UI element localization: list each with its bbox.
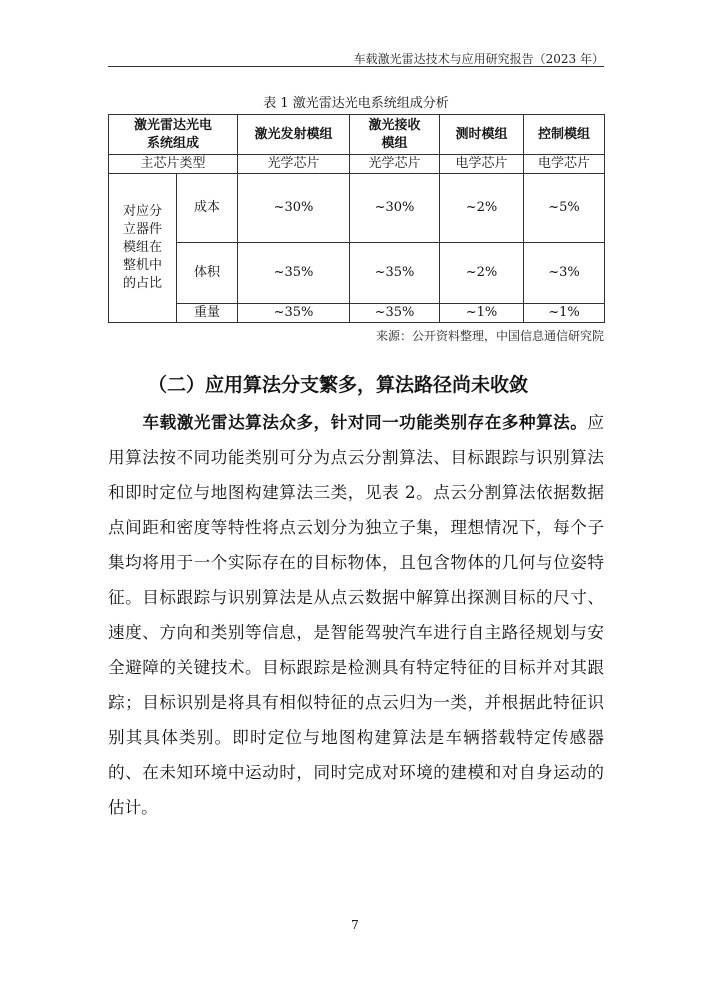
chip-type-control: 电学芯片 — [524, 155, 605, 174]
table-row — [109, 243, 605, 304]
table-cell: ~1% — [524, 304, 605, 323]
group-label-cell — [109, 174, 177, 323]
header-rx-line1: 激光接收 — [368, 117, 421, 133]
header-system-line1: 激光雷达光电 — [134, 117, 213, 133]
table-cell: ~30% — [238, 174, 350, 243]
header-system-line2: 系统组成 — [147, 135, 200, 151]
row-label-weight: 重量 — [177, 304, 238, 323]
group-label-line: 立器件 — [122, 222, 162, 237]
header-cell-system — [109, 115, 238, 155]
table-cell: ~5% — [524, 174, 605, 243]
chip-type-timing: 电学芯片 — [440, 155, 524, 174]
table-header-row — [109, 115, 605, 155]
table-cell: ~2% — [440, 174, 524, 243]
lidar-composition-table — [108, 114, 605, 323]
header-cell-rx — [350, 115, 440, 155]
table-cell: ~3% — [524, 243, 605, 304]
page-number: 7 — [351, 918, 359, 932]
group-label-line: 整机中 — [122, 258, 162, 273]
table-cell: ~1% — [440, 304, 524, 323]
table-row — [109, 174, 605, 243]
header-cell-tx: 激光发射模组 — [238, 115, 350, 155]
table-cell: ~35% — [238, 243, 350, 304]
chip-type-tx: 光学芯片 — [238, 155, 350, 174]
table-caption: 表 1 激光雷达光电系统组成分析 — [263, 96, 449, 111]
running-header: 车载激光雷达技术与应用研究报告（2023 年） — [353, 52, 604, 66]
table-cell: ~30% — [350, 174, 440, 243]
group-label-line: 模组在 — [122, 240, 162, 255]
table-row-chip-type — [109, 155, 605, 174]
table-cell: ~2% — [440, 243, 524, 304]
header-rx-line2: 模组 — [381, 135, 408, 151]
paragraph-body-text: 应用算法按不同功能类别可分为点云分割算法、目标跟踪与识别算法和即时定位与地图构建算法三类，见表 2。点云分割算法依据数据点间距和密度等特性将点云划分为独立子集，理想情况下，每个子集均将用于一个实际存在的目标物体，且包含物体的几何与位姿特征。目标跟踪与识别算法是从点云数据中解算出探测目标的尺寸、速度、方向和类别等信息，是智能驾驶汽车进行自主路径规划与安全避障的关键技术。目标跟踪是检测具有特定特征的目标并对其跟踪；目标识别是将具有相似特征的点云归为一类，并根据此特征识别其具体类别。即时定位与地图构建算法是车辆搭载特定传感器的、在未知环境中运动时，同时完成对环境的建模和对自身运动的估计。 — [108, 413, 604, 817]
group-label-line: 的占比 — [122, 276, 162, 291]
chip-type-label: 主芯片类型 — [109, 155, 238, 174]
table-row — [109, 304, 605, 323]
body-paragraph — [108, 405, 604, 825]
table-source-note: 来源：公开资料整理，中国信息通信研究院 — [375, 329, 604, 343]
group-label-line: 对应分 — [122, 204, 162, 219]
section-heading: （二）应用算法分支繁多，算法路径尚未收敛 — [148, 374, 529, 396]
header-cell-control: 控制模组 — [524, 115, 605, 155]
chip-type-rx: 光学芯片 — [350, 155, 440, 174]
header-cell-timing: 测时模组 — [440, 115, 524, 155]
table-cell: ~35% — [350, 304, 440, 323]
table-cell: ~35% — [350, 243, 440, 304]
table-cell: ~35% — [238, 304, 350, 323]
row-label-cost: 成本 — [177, 174, 238, 243]
paragraph-lead-sentence: 车载激光雷达算法众多，针对同一功能类别存在多种算法。 — [142, 413, 588, 432]
header-rule — [108, 66, 604, 67]
row-label-volume: 体积 — [177, 243, 238, 304]
